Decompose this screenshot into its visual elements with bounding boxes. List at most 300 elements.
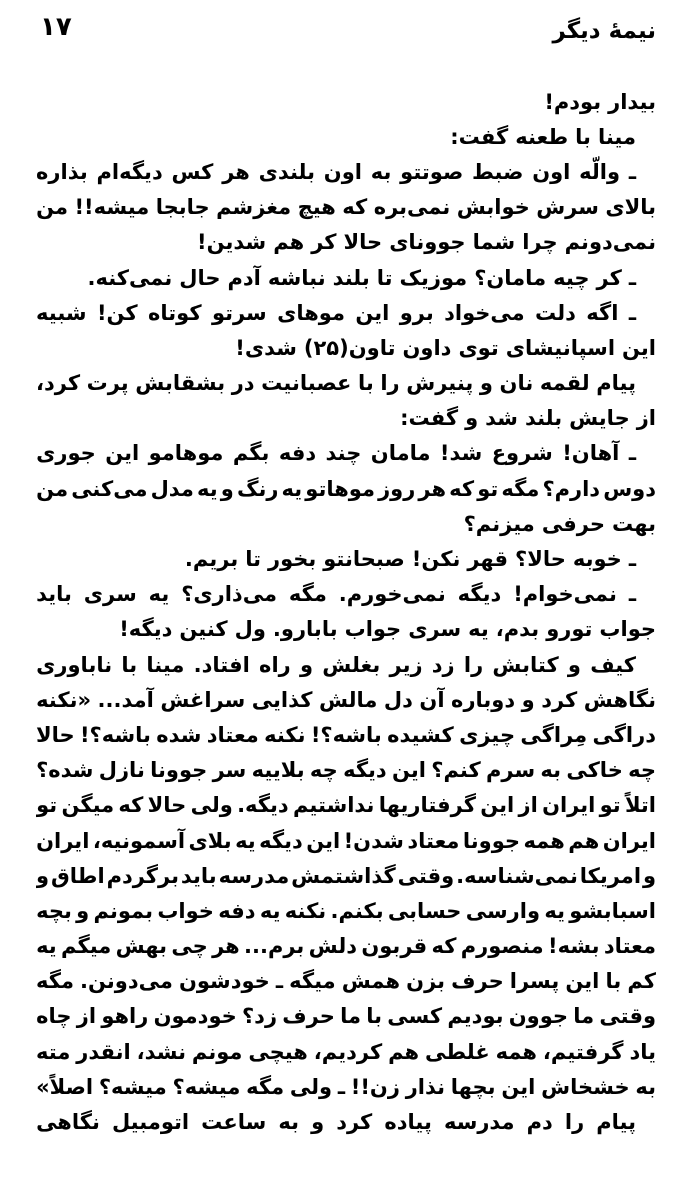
word: مدرسه xyxy=(218,863,290,888)
word: حسابی xyxy=(387,898,462,923)
text-line xyxy=(36,577,656,612)
word: یه xyxy=(259,898,281,923)
word: کم xyxy=(627,969,656,994)
word: نگاهی xyxy=(36,1110,100,1134)
word: نمی‌دونم xyxy=(564,230,656,255)
word: کرد، xyxy=(36,371,81,396)
word: زیر xyxy=(389,652,423,677)
text-line xyxy=(36,541,656,576)
word: می‌خواد xyxy=(444,300,525,325)
word: کیف xyxy=(590,652,636,677)
text-line xyxy=(36,682,656,717)
word: و xyxy=(36,863,50,888)
word: ـ xyxy=(628,582,636,607)
word: ـ xyxy=(275,969,284,994)
word: حالا؟ xyxy=(515,547,566,571)
word: می‌کنی xyxy=(71,476,148,501)
word: عصبانیت xyxy=(261,371,352,396)
text-line xyxy=(36,893,656,928)
word: مغزشم xyxy=(216,195,292,220)
word: خشخاش xyxy=(541,1074,630,1099)
word: سرتو xyxy=(211,300,267,325)
text-line xyxy=(36,717,656,752)
word: بلند xyxy=(524,406,563,431)
word: هیچ xyxy=(297,195,336,220)
word: یه xyxy=(235,828,256,853)
word: بمونم xyxy=(93,898,154,923)
word: جایش xyxy=(569,406,630,431)
word: وارسی xyxy=(465,898,541,923)
text-line xyxy=(36,225,656,260)
word: نمی‌خوام! xyxy=(513,582,617,607)
word: انقدر xyxy=(76,1039,131,1064)
word: ولی xyxy=(289,1074,333,1099)
word: پیام xyxy=(596,371,636,396)
word: کنین xyxy=(179,617,228,642)
word: حال xyxy=(179,265,221,290)
word: بچها xyxy=(450,1074,496,1099)
word: کر xyxy=(311,230,337,255)
word: ولی xyxy=(190,793,233,818)
word: مامان xyxy=(370,441,431,466)
word: را xyxy=(463,652,484,677)
word: طعنه xyxy=(515,124,569,149)
word: خوابش xyxy=(456,195,530,220)
word: یاد xyxy=(629,1039,656,1064)
word: یه xyxy=(148,582,170,607)
word: ـ xyxy=(628,547,636,571)
word: شدن! xyxy=(343,828,404,853)
word: این xyxy=(306,828,341,853)
word: همه xyxy=(495,1039,537,1064)
word: موهاتو xyxy=(305,476,375,501)
text-line xyxy=(36,471,656,506)
text-line xyxy=(36,506,656,541)
word: سرم xyxy=(486,758,536,783)
word: هر xyxy=(418,476,447,501)
word: می‌ذاری؟ xyxy=(181,582,277,607)
word: به xyxy=(635,1074,656,1099)
word: به xyxy=(278,1110,299,1134)
word: که xyxy=(431,934,457,959)
word: منصورم xyxy=(460,934,544,959)
text-line xyxy=(36,260,656,295)
word: ـ xyxy=(628,159,636,184)
word: دیگه. xyxy=(237,793,289,818)
word: سری xyxy=(408,617,462,642)
word: کشیده xyxy=(387,722,454,747)
text-line xyxy=(36,999,656,1034)
word: چیه xyxy=(553,265,590,290)
word: باشه؟! xyxy=(79,722,151,747)
word: این xyxy=(480,793,515,818)
word: چرا xyxy=(522,230,558,255)
text-line xyxy=(36,154,656,189)
word: کوتاه xyxy=(148,300,202,325)
text-line xyxy=(36,788,656,823)
word: آن xyxy=(419,687,445,712)
word: صبحانتو xyxy=(323,547,405,571)
word: دراگی xyxy=(592,722,656,747)
word: نداشتیم xyxy=(292,793,375,818)
word: میشه؟ xyxy=(172,1074,241,1099)
word: نکن! xyxy=(411,547,461,571)
word: مگه xyxy=(501,476,540,501)
word: دم xyxy=(526,1110,553,1134)
word: والّه xyxy=(579,159,621,184)
word: و xyxy=(311,1110,325,1134)
word: این xyxy=(105,441,140,466)
word: بگم xyxy=(232,441,270,466)
word: مِراگی xyxy=(520,722,588,747)
text-line xyxy=(36,1034,656,1069)
word: که xyxy=(449,476,475,501)
word: پسرا xyxy=(509,969,560,994)
word: بلندی xyxy=(258,159,316,184)
word: کس xyxy=(171,159,214,184)
word: میگه xyxy=(289,969,336,994)
word: دیگه! xyxy=(119,617,173,642)
word: نگاهش xyxy=(583,687,656,712)
word: برم... xyxy=(244,934,305,959)
word: زد؟ xyxy=(241,1004,278,1029)
word: «نکنه xyxy=(36,687,92,712)
text-line xyxy=(36,929,656,964)
word: اطاق xyxy=(51,863,105,888)
word: بغلش xyxy=(322,652,381,677)
word: صوتتو xyxy=(400,159,464,184)
word: دارم؟ xyxy=(542,476,601,501)
word: من xyxy=(36,476,69,501)
word: هم xyxy=(273,230,305,255)
word: چند xyxy=(325,441,362,466)
word: جوون xyxy=(508,1004,569,1029)
text-line xyxy=(36,330,656,365)
word: پیام xyxy=(596,1110,636,1134)
word: تا xyxy=(245,547,261,571)
word: وقتی xyxy=(397,863,455,888)
word: اتومبیل xyxy=(111,1110,190,1134)
word: پرت xyxy=(86,371,129,396)
word: از xyxy=(76,1004,97,1029)
word: میشه؟ xyxy=(98,1074,167,1099)
word: گذاشتمش xyxy=(291,863,396,888)
word: رنگ xyxy=(236,476,279,501)
word: شد! xyxy=(439,441,483,466)
word: خودشون xyxy=(178,969,270,994)
word: کر xyxy=(596,265,622,290)
word: لقمه xyxy=(539,371,590,396)
word: ـ xyxy=(628,265,636,290)
word: باشه؟! xyxy=(310,722,382,747)
word: بودیم xyxy=(447,1004,504,1029)
word: توی xyxy=(458,335,499,360)
word: هر xyxy=(212,934,240,959)
word: برو xyxy=(399,300,434,325)
word: کتابش xyxy=(492,652,559,677)
word: کن! xyxy=(96,300,138,325)
word: تا xyxy=(376,265,393,290)
word: بلاییه xyxy=(251,758,305,783)
text-line xyxy=(36,1104,656,1139)
word: ـ xyxy=(628,441,636,466)
text-line xyxy=(36,858,656,893)
word: جواب xyxy=(599,617,656,642)
word: خوبه xyxy=(572,547,622,571)
word: خاکی xyxy=(566,758,623,783)
word: چه xyxy=(309,758,338,783)
word: پیاده xyxy=(384,1110,432,1134)
word: ما xyxy=(573,1004,595,1029)
word: قربون xyxy=(361,934,428,959)
word: نان xyxy=(499,371,534,396)
word: ایران xyxy=(602,828,656,853)
word: مامان؟ xyxy=(474,265,547,290)
word: و xyxy=(76,898,90,923)
word: باید xyxy=(180,863,217,888)
word: چیزی xyxy=(459,722,516,747)
word: حالا xyxy=(147,793,187,818)
word: بکنم. xyxy=(330,898,384,923)
word: نمی‌شناسه. xyxy=(456,863,578,888)
word: حالا xyxy=(343,230,383,255)
word: بدم، xyxy=(495,617,540,642)
word: داون xyxy=(402,335,452,360)
word: همه xyxy=(523,828,565,853)
word: شدی! xyxy=(235,335,297,360)
word: من xyxy=(36,195,68,220)
word: تاون(۲۵) xyxy=(303,335,396,360)
word: گفت: xyxy=(400,406,459,431)
word: و xyxy=(220,476,234,501)
word: شده xyxy=(156,722,202,747)
word: موهای xyxy=(277,300,345,325)
body-text xyxy=(36,84,656,1140)
word: حالا xyxy=(36,722,75,747)
word: هم xyxy=(388,1039,420,1064)
text-line xyxy=(36,366,656,401)
word: بچه xyxy=(36,898,72,923)
word: چاه xyxy=(36,1004,72,1029)
word: روز xyxy=(378,476,416,501)
word: پنیرش xyxy=(406,371,474,396)
word: اون xyxy=(323,159,362,184)
word: راه xyxy=(259,652,291,677)
word: کسی xyxy=(387,1004,443,1029)
word: شدین! xyxy=(197,230,267,255)
word: مگه xyxy=(246,1074,285,1099)
word: شده؟ xyxy=(36,758,94,783)
text-line xyxy=(36,823,656,858)
word: گفت: xyxy=(450,124,509,149)
word: دیگه‌ام xyxy=(96,159,163,184)
word: تورو xyxy=(546,617,593,642)
word: امریکا xyxy=(579,863,642,888)
word: بشه! xyxy=(548,934,600,959)
word: زد xyxy=(431,652,455,677)
word: بذاره xyxy=(36,159,88,184)
word: ـ xyxy=(628,300,636,325)
word: از xyxy=(518,793,538,818)
word: بشقابش xyxy=(135,371,226,396)
word: تو xyxy=(477,476,499,501)
word: بریم. xyxy=(184,547,239,571)
word: زن!! xyxy=(350,1074,400,1099)
word: بابارو. xyxy=(272,617,338,642)
text-line xyxy=(36,1069,656,1104)
word: با xyxy=(366,1004,383,1029)
word: معتاد xyxy=(407,828,460,853)
word: هر xyxy=(222,159,250,184)
word: این xyxy=(355,300,390,325)
word: اصلاً» xyxy=(36,1074,94,1099)
word: خودمون xyxy=(153,1004,237,1029)
text-line xyxy=(36,964,656,999)
text-line xyxy=(36,647,656,682)
word: حرف xyxy=(282,1004,335,1029)
word: این xyxy=(565,969,600,994)
word: یه xyxy=(544,898,565,923)
word: بزن xyxy=(406,969,446,994)
word: باید xyxy=(36,582,72,607)
word: سرش xyxy=(536,195,599,220)
word: خواب xyxy=(157,898,214,923)
word: آدم xyxy=(227,265,261,290)
word: ول xyxy=(234,617,266,642)
word: ناباوری xyxy=(36,652,113,677)
word: یه xyxy=(36,934,57,959)
word: به xyxy=(370,159,392,184)
word: نذار xyxy=(405,1074,446,1099)
word: هیچی xyxy=(248,1039,308,1064)
word: که xyxy=(118,793,144,818)
word: می‌دونن. xyxy=(80,969,173,994)
word: هم xyxy=(568,828,600,853)
word: اسبابشو xyxy=(569,898,656,923)
running-title: نیمهٔ دیگر xyxy=(552,18,656,44)
word: دیگه xyxy=(457,582,502,607)
word: دلت xyxy=(535,300,576,325)
word: دل xyxy=(383,687,413,712)
text-line xyxy=(36,119,656,154)
word: سر xyxy=(212,758,247,783)
word: شما xyxy=(472,230,516,255)
word: موزیک xyxy=(399,265,468,290)
word: نکنه xyxy=(264,722,306,747)
word: جواب xyxy=(344,617,402,642)
page-number: ۱۷ xyxy=(40,12,72,42)
text-line xyxy=(36,190,656,225)
word: ایران xyxy=(542,793,596,818)
word: بالای xyxy=(605,195,656,220)
word: حرف xyxy=(451,969,504,994)
word: مته xyxy=(36,1039,71,1064)
word: جابجا xyxy=(155,195,210,220)
word: جوری xyxy=(36,441,96,466)
word: یه xyxy=(468,617,489,642)
word: و xyxy=(642,863,656,888)
word: دفه xyxy=(218,898,256,923)
word: بخور xyxy=(267,547,317,571)
word: میگن xyxy=(61,793,115,818)
word: دیگه xyxy=(343,758,387,783)
text-line xyxy=(36,436,656,471)
word: ضبط xyxy=(472,159,524,184)
word: بیدار xyxy=(608,89,656,114)
word: دوس xyxy=(603,476,656,501)
word: یه xyxy=(197,476,218,501)
word: شبیه xyxy=(36,300,87,325)
word: بلای xyxy=(188,828,232,853)
word: با xyxy=(605,969,622,994)
word: نمی‌خورم. xyxy=(338,582,446,607)
word: در xyxy=(231,371,255,396)
word: همش xyxy=(341,969,401,994)
word: دوباره xyxy=(451,687,516,712)
word: آمد... xyxy=(97,687,154,712)
word: چی xyxy=(171,934,208,959)
word: آسمونیه، xyxy=(92,828,186,853)
word: مونم xyxy=(191,1039,243,1064)
word: دیگه xyxy=(259,828,303,853)
word: دفه xyxy=(278,441,317,466)
word: ایران xyxy=(36,828,90,853)
word: معتاد xyxy=(206,722,259,747)
word: قهر xyxy=(467,547,509,571)
word: مدل xyxy=(150,476,194,501)
word: نمی‌بره xyxy=(373,195,451,220)
text-line xyxy=(36,753,656,788)
word: و xyxy=(299,652,314,677)
word: افتاد. xyxy=(193,652,250,677)
word: نازل xyxy=(98,758,145,783)
word: و xyxy=(465,406,479,431)
word: معتاد xyxy=(603,934,656,959)
word: با xyxy=(121,652,138,677)
word: مگه xyxy=(288,582,327,607)
word: اسپانیشای xyxy=(505,335,616,360)
word: و xyxy=(479,371,493,396)
word: میگم xyxy=(61,934,112,959)
word: سری xyxy=(83,582,137,607)
text-line xyxy=(36,84,656,119)
word: تو xyxy=(36,793,58,818)
text-line xyxy=(36,401,656,436)
word: حرفی xyxy=(541,511,606,536)
word: نشد، xyxy=(136,1039,186,1064)
word: بهت xyxy=(612,511,656,536)
word: به xyxy=(540,758,562,783)
word: مگه xyxy=(36,969,74,994)
word: غلطی xyxy=(425,1039,490,1064)
word: این xyxy=(392,758,426,783)
word: این xyxy=(501,1074,536,1099)
word: میزنم؟ xyxy=(463,511,535,536)
word: موهامو xyxy=(148,441,224,466)
word: تو xyxy=(599,793,621,818)
word: و xyxy=(567,652,581,677)
word: یه xyxy=(281,476,303,501)
word: با xyxy=(357,371,374,396)
word: جوونا xyxy=(150,758,208,783)
word: با xyxy=(575,124,591,149)
word: ما xyxy=(340,1004,361,1029)
word: دلش xyxy=(308,934,358,959)
word: راهو xyxy=(101,1004,149,1029)
word: اون xyxy=(532,159,571,184)
word: کرد xyxy=(336,1110,373,1134)
word: نمی‌کنه. xyxy=(87,265,173,290)
